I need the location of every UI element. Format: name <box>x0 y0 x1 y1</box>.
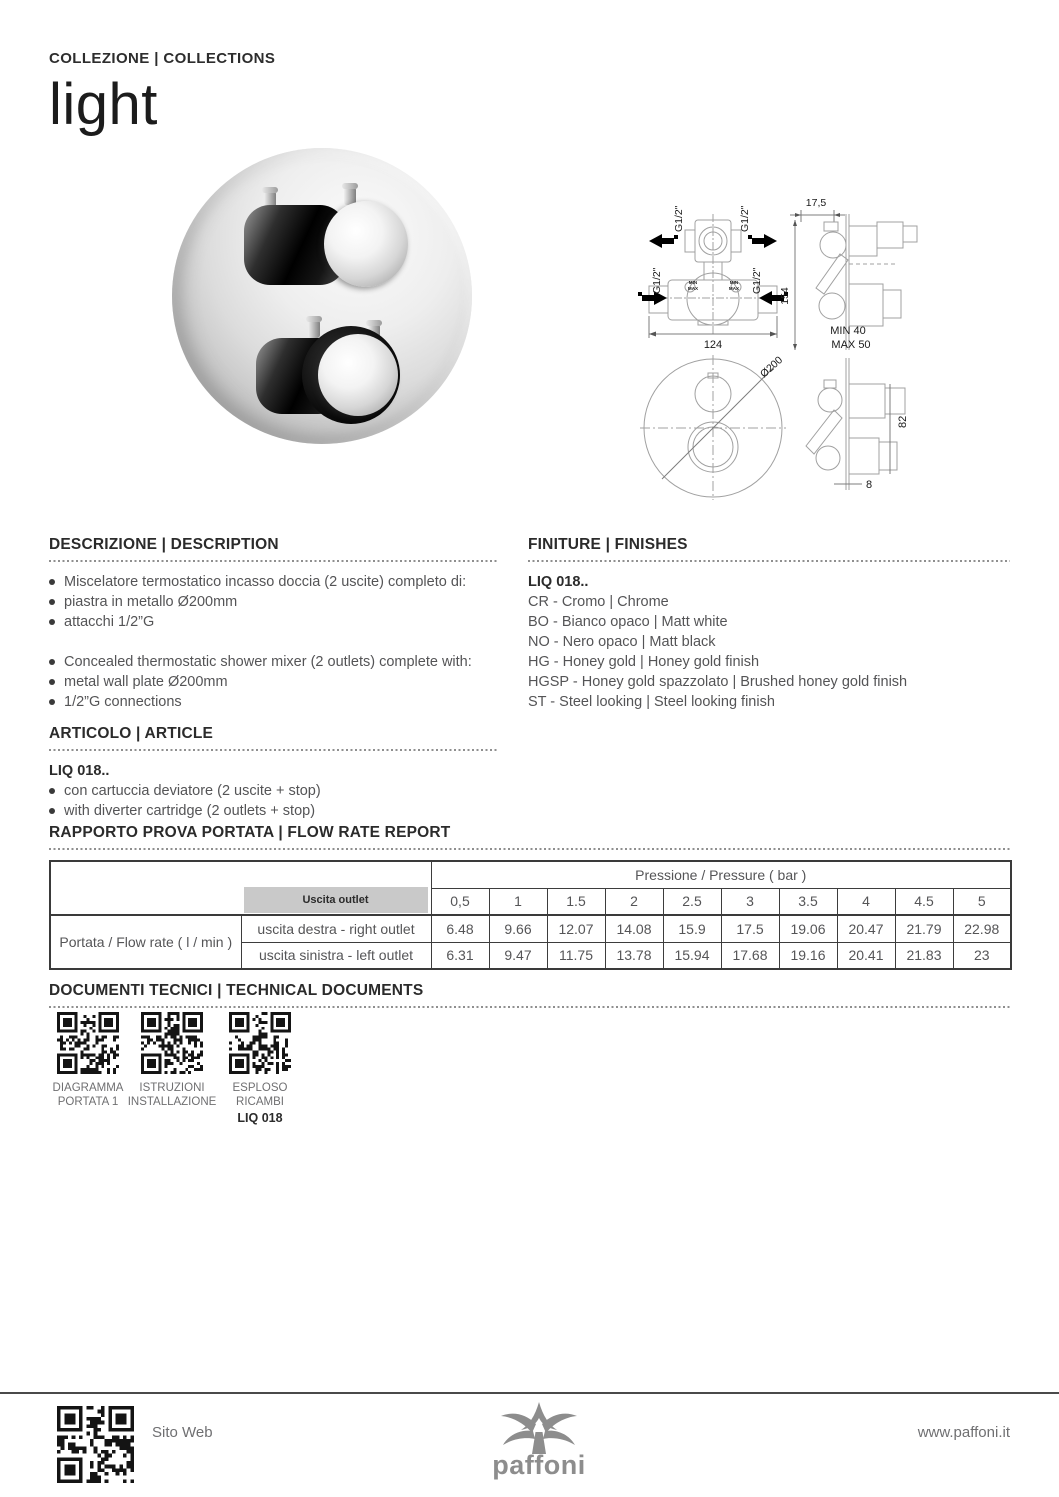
bullet-icon <box>49 659 55 665</box>
pressure-value: 3 <box>721 888 779 915</box>
min-label: MIN <box>729 280 739 285</box>
flow-value: 19.16 <box>779 942 837 969</box>
dotted-rule <box>528 560 1010 562</box>
description-bullets-it <box>49 572 497 632</box>
description-title: DESCRIZIONE | DESCRIPTION <box>49 536 279 553</box>
bullet-icon <box>49 788 55 794</box>
max-label: MAX <box>687 286 699 291</box>
list-item: 1/2”G connections <box>49 692 497 712</box>
flow-value: 11.75 <box>547 942 605 969</box>
list-item: con cartuccia deviatore (2 uscite + stop) <box>49 781 497 801</box>
dim-82: 82 <box>897 415 909 428</box>
bullet-icon <box>49 619 55 625</box>
flow-value: 19.06 <box>779 915 837 942</box>
finish-option: CR - Cromo | Chrome <box>528 594 669 610</box>
pressure-value: 5 <box>953 888 1011 915</box>
bullet-icon <box>49 599 55 605</box>
dotted-rule <box>49 749 497 751</box>
section-finishes <box>528 536 1010 712</box>
outlet-header: Uscita outlet <box>244 887 428 913</box>
flow-value: 9.66 <box>489 915 547 942</box>
description-bullets-en <box>49 652 497 712</box>
section-article <box>49 725 497 821</box>
bullet-icon <box>49 579 55 585</box>
footer-website: www.paffoni.it <box>917 1424 1010 1441</box>
pressure-value: 1 <box>489 888 547 915</box>
flow-value: 14.08 <box>605 915 663 942</box>
bullet-icon <box>49 808 55 814</box>
flow-value: 9.47 <box>489 942 547 969</box>
knob-face <box>324 201 408 287</box>
finish-option: HGSP - Honey gold spazzolato | Brushed honey gold finish <box>528 674 908 690</box>
flow-rate-table <box>49 860 1012 970</box>
pressure-value: 4 <box>837 888 895 915</box>
finish-option: ST - Steel looking | Steel looking finish <box>528 694 775 710</box>
flow-value: 20.47 <box>837 915 895 942</box>
bullet-icon <box>49 699 55 705</box>
list-item: with diverter cartridge (2 outlets + stop) <box>49 801 497 821</box>
flow-value: 23 <box>953 942 1011 969</box>
g12-label: G1/2" <box>673 205 685 232</box>
flow-value: 22.98 <box>953 915 1011 942</box>
brand-logo <box>479 1398 599 1485</box>
list-item: Miscelatore termostatico incasso doccia (2 uscite) completo di: <box>49 572 497 592</box>
pressure-header: Pressione / Pressure ( bar ) <box>431 861 1011 888</box>
knob-top <box>244 195 414 295</box>
finishes-title: FINITURE | FINISHES <box>528 536 688 553</box>
flow-rate-title: RAPPORTO PROVA PORTATA | FLOW RATE REPORT <box>49 824 451 841</box>
section-description <box>49 536 497 712</box>
section-documents <box>49 982 1010 1132</box>
article-code: LIQ 018.. <box>49 763 110 779</box>
flow-value: 15.9 <box>663 915 721 942</box>
table-row <box>50 915 1011 942</box>
max-label: MAX <box>728 286 740 291</box>
knob-face <box>318 334 398 416</box>
g12-label: G1/2" <box>739 205 751 232</box>
finish-option: BO - Bianco opaco | Matt white <box>528 614 728 630</box>
list-item: piastra in metallo Ø200mm <box>49 592 497 612</box>
flow-value: 13.78 <box>605 942 663 969</box>
dia-200: Ø200 <box>757 354 786 381</box>
pressure-value: 3.5 <box>779 888 837 915</box>
article-bullets <box>49 781 497 821</box>
product-photo <box>172 148 472 444</box>
dotted-rule <box>49 560 497 562</box>
list-item: metal wall plate Ø200mm <box>49 672 497 692</box>
footer-divider <box>0 1392 1059 1394</box>
dim-124: 124 <box>703 339 723 351</box>
dotted-rule <box>49 848 1010 850</box>
flow-value: 21.79 <box>895 915 953 942</box>
row-group-label: Portata / Flow rate ( l / min ) <box>50 915 241 969</box>
list-item: attacchi 1/2”G <box>49 612 497 632</box>
table-row <box>50 861 1011 888</box>
document-label: ESPLOSO RICAMBI <box>232 1082 288 1108</box>
pressure-value: 2.5 <box>663 888 721 915</box>
document-code: LIQ 018 <box>237 1111 283 1125</box>
document-label: ISTRUZIONI INSTALLAZIONE <box>127 1082 217 1108</box>
pressure-value: 2 <box>605 888 663 915</box>
collection-label: COLLEZIONE | COLLECTIONS <box>49 50 276 67</box>
page-title: light <box>49 72 158 137</box>
article-code: LIQ 018.. <box>528 574 589 590</box>
max50-label: MAX 50 <box>831 339 871 351</box>
flow-value: 17.68 <box>721 942 779 969</box>
min40-label: MIN 40 <box>830 325 866 337</box>
flow-value: 6.31 <box>431 942 489 969</box>
qr-code-spare-parts <box>229 1012 291 1074</box>
technical-drawing <box>638 188 930 500</box>
flow-value: 17.5 <box>721 915 779 942</box>
section-flow-rate <box>49 824 1010 970</box>
page-header <box>49 50 275 136</box>
flow-value: 6.48 <box>431 915 489 942</box>
documents-title: DOCUMENTI TECNICI | TECHNICAL DOCUMENTS <box>49 982 424 999</box>
article-title: ARTICOLO | ARTICLE <box>49 725 214 742</box>
knob-pin <box>308 320 320 338</box>
bullet-icon <box>49 679 55 685</box>
dim-154: 154 <box>779 287 791 305</box>
finish-option: HG - Honey gold | Honey gold finish <box>528 654 760 670</box>
finish-option: NO - Nero opaco | Matt black <box>528 634 716 650</box>
dotted-rule <box>49 1006 1010 1008</box>
flow-value: 20.41 <box>837 942 895 969</box>
flow-value: 21.83 <box>895 942 953 969</box>
flow-value: 15.94 <box>663 942 721 969</box>
palm-icon <box>501 1402 577 1454</box>
min-label: MIN <box>688 280 698 285</box>
qr-code-website <box>57 1406 134 1483</box>
brand-wordmark: paffoni <box>492 1450 586 1480</box>
pressure-value: 4.5 <box>895 888 953 915</box>
list-item: Concealed thermostatic shower mixer (2 outlets) complete with: <box>49 652 497 672</box>
outlet-row-label: uscita destra - right outlet <box>241 915 431 942</box>
footer-qr-label: Sito Web <box>152 1424 213 1441</box>
g12-label: G1/2" <box>751 267 763 294</box>
document-item <box>190 1012 330 1125</box>
outlet-header-cell <box>50 861 431 915</box>
document-label: DIAGRAMMA PORTATA 1 <box>52 1082 124 1108</box>
knob-bottom <box>256 326 416 426</box>
pressure-value: 1.5 <box>547 888 605 915</box>
flow-value: 12.07 <box>547 915 605 942</box>
dim-175: 17,5 <box>805 197 827 209</box>
pressure-value: 0,5 <box>431 888 489 915</box>
outlet-row-label: uscita sinistra - left outlet <box>241 942 431 969</box>
dim-8: 8 <box>866 479 873 491</box>
g12-label: G1/2" <box>651 267 663 294</box>
